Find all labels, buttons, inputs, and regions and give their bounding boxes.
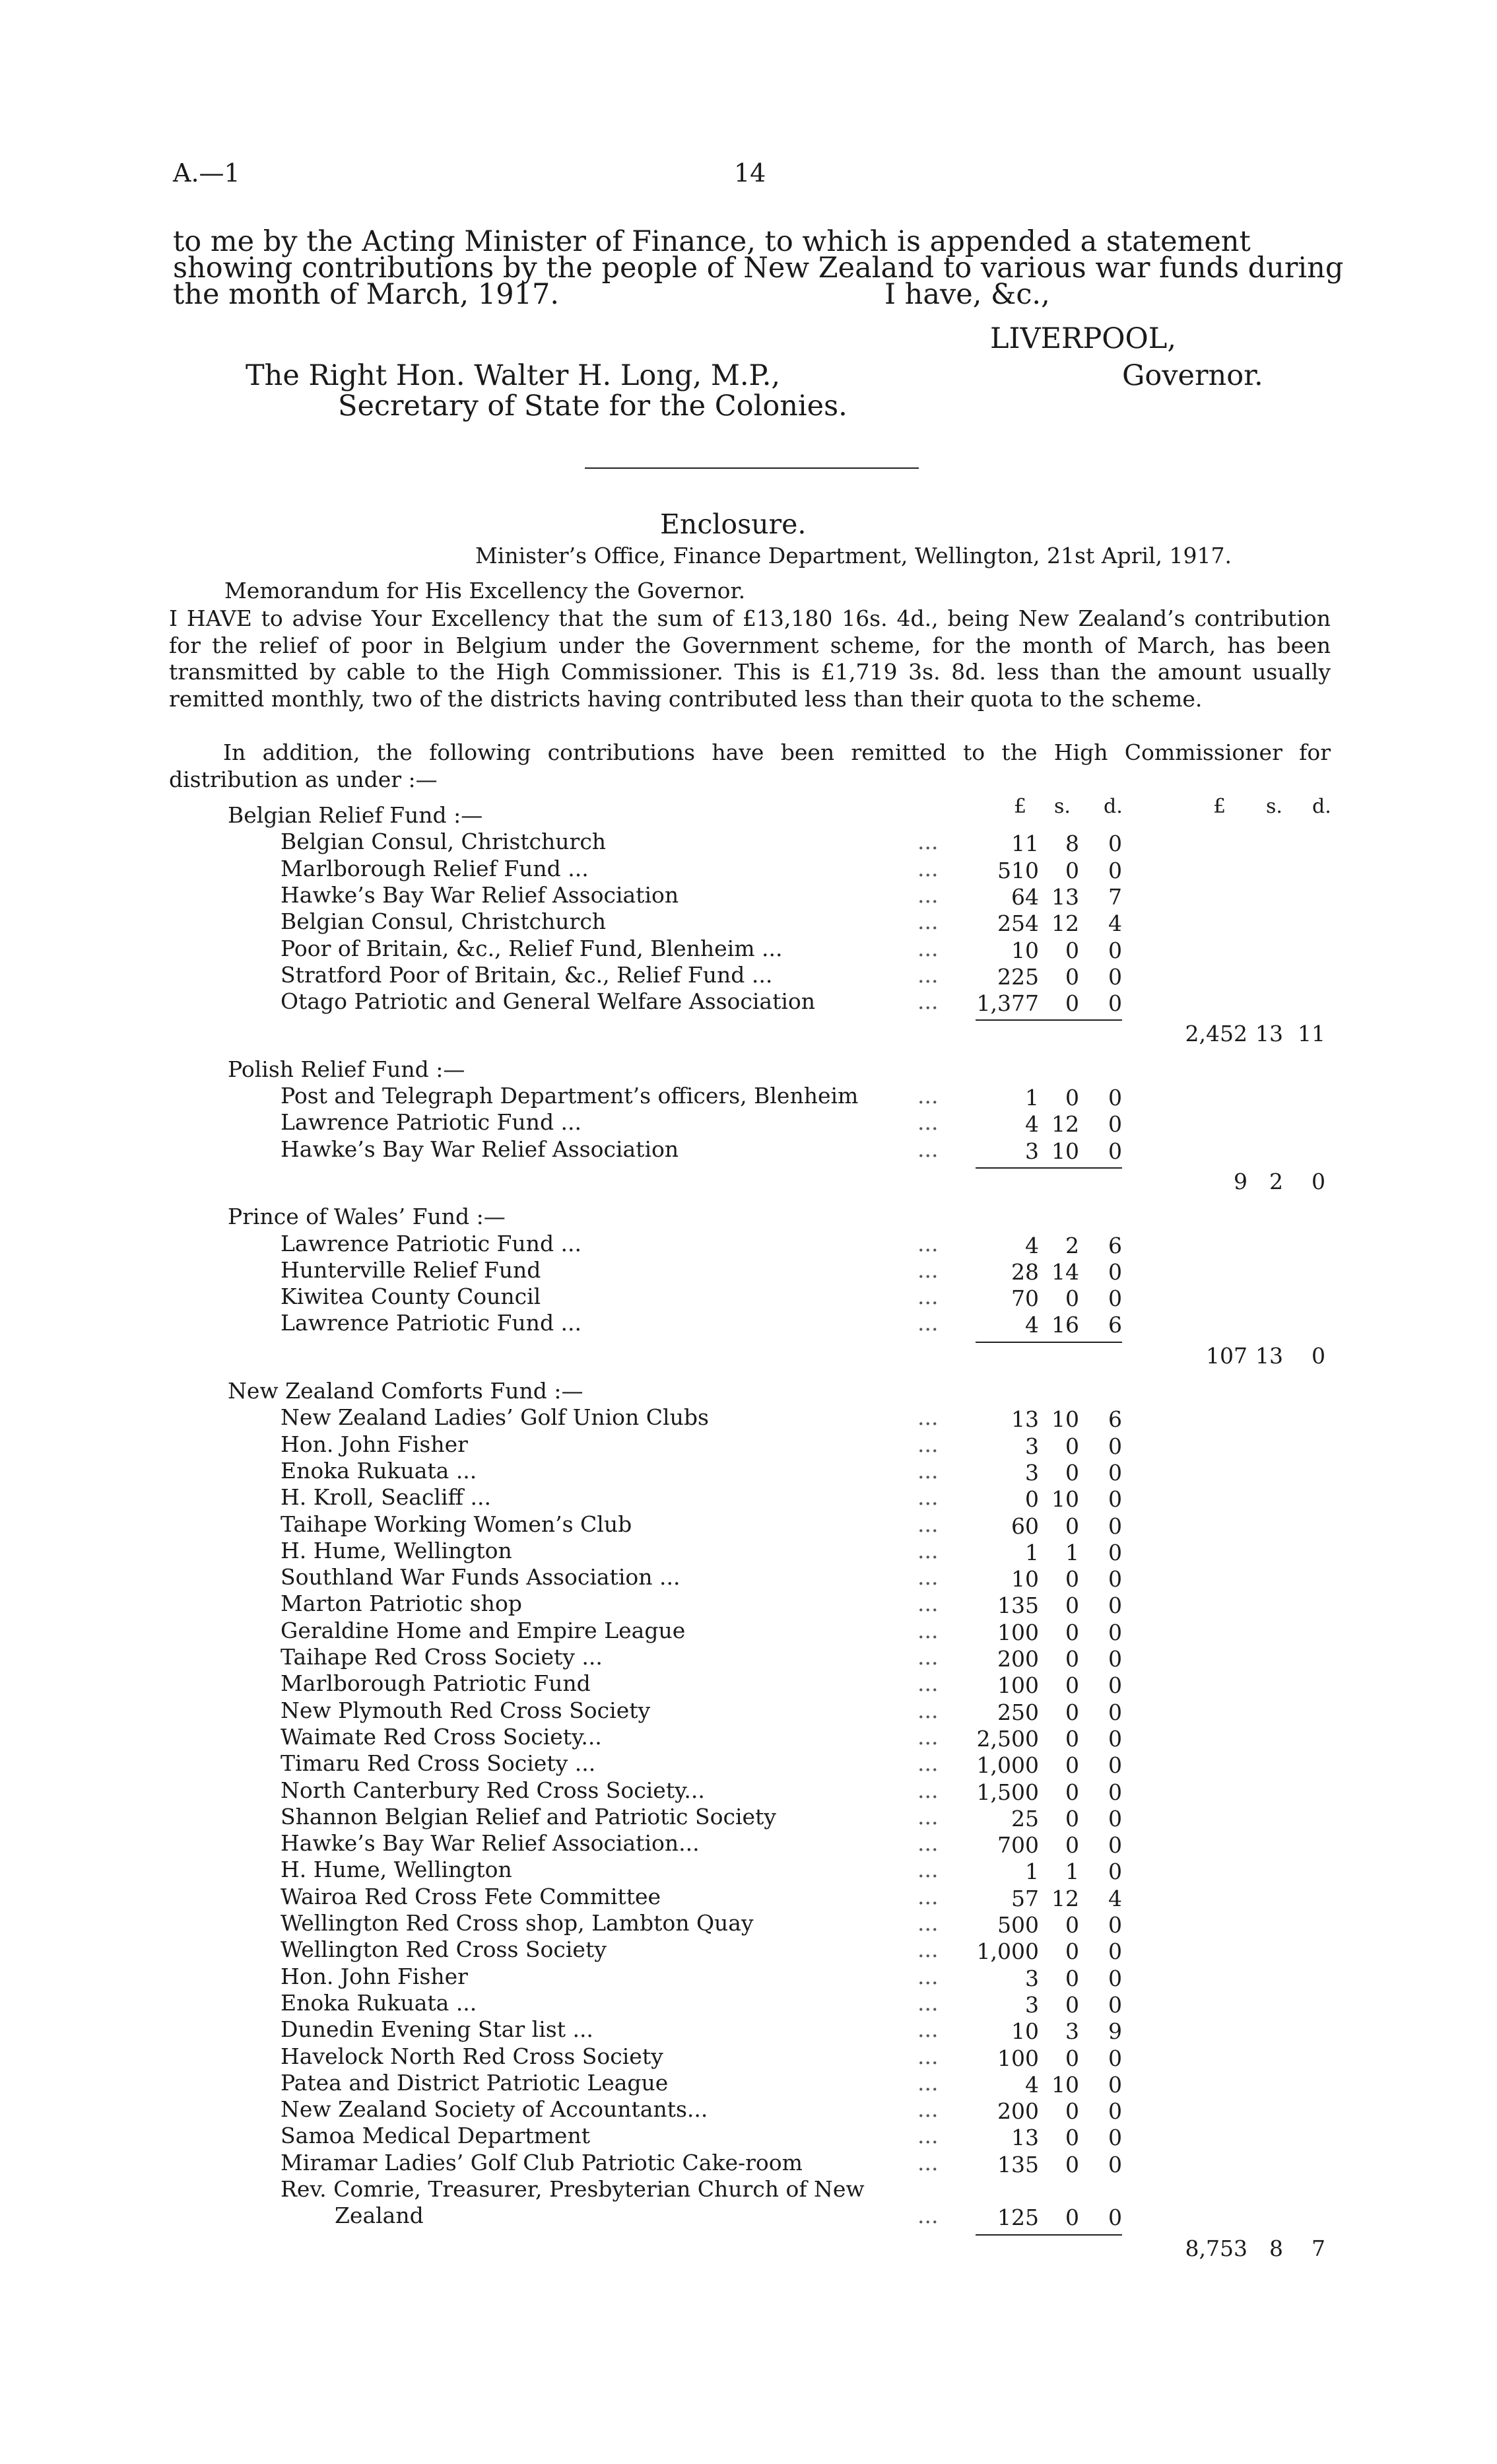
leader-dots: ... <box>917 1511 939 1537</box>
leader-dots: ... <box>917 881 939 908</box>
amount-pounds: 1 <box>1025 1085 1039 1111</box>
contributor-name: North Canterbury Red Cross Society... <box>281 1777 705 1803</box>
amount-pounds: 10 <box>1011 2018 1039 2045</box>
leader-dots: ... <box>917 1857 939 1883</box>
leader-dots: ... <box>917 1670 939 1697</box>
amount-pence: 0 <box>1108 1566 1122 1592</box>
amount-pounds: 100 <box>997 1672 1039 1699</box>
leader-dots: ... <box>917 829 939 855</box>
leader-dots: ... <box>917 1803 939 1830</box>
col-total-pounds-heading: £ <box>1213 795 1226 818</box>
amount-pence: 0 <box>1108 1592 1122 1619</box>
amount-pounds: 25 <box>1011 1805 1039 1831</box>
amount-shillings: 16 <box>1051 1312 1079 1338</box>
amount-pence: 0 <box>1108 1513 1122 1539</box>
amount-pounds: 28 <box>1011 1258 1039 1285</box>
amount-pounds: 10 <box>1011 937 1039 963</box>
amount-pounds: 70 <box>1011 1285 1039 1312</box>
enclosure-dateline: Minister’s Office, Finance Department, Wellington, 21st April, 1917. <box>475 543 1232 568</box>
col-total-shillings-heading: s. <box>1266 795 1282 818</box>
contributor-name: Timaru Red Cross Society ... <box>281 1750 596 1777</box>
col-pence-heading: d. <box>1104 795 1123 818</box>
enclosure-title: Enclosure. <box>660 508 807 540</box>
leader-dots: ... <box>917 1989 939 2016</box>
subtotal-rule <box>976 1342 1122 1343</box>
leader-dots: ... <box>917 1256 939 1283</box>
memo-paragraph-1 <box>169 605 1331 712</box>
amount-shillings: 0 <box>1065 1672 1079 1699</box>
amount-pounds: 100 <box>997 2045 1039 2071</box>
amount-pence: 0 <box>1108 1725 1122 1752</box>
fund-total-pounds: 8,753 <box>1185 2235 1248 2261</box>
amount-pounds: 100 <box>997 1619 1039 1645</box>
leader-dots: ... <box>917 1564 939 1591</box>
leader-dots: ... <box>917 1723 939 1750</box>
contributor-name: Wellington Red Cross Society <box>281 1936 607 1963</box>
contributor-name: Shannon Belgian Relief and Patriotic Society <box>281 1803 776 1830</box>
leader-dots: ... <box>917 2016 939 2043</box>
fund-total-pounds: 2,452 <box>1185 1021 1248 1047</box>
memo-paragraph-2-text: In addition, the following contributions have been remitted to the High Commissioner for distribution as under :— <box>169 739 1331 792</box>
contributor-name: Post and Telegraph Department’s officers, Blenheim <box>281 1083 859 1109</box>
amount-pence: 0 <box>1108 2151 1122 2177</box>
amount-pence: 0 <box>1108 857 1122 883</box>
amount-pence: 0 <box>1108 1138 1122 1164</box>
fund-heading: Prince of Wales’ Fund :— <box>228 1204 506 1230</box>
amount-shillings: 0 <box>1065 1832 1079 1859</box>
leader-dots: ... <box>917 2069 939 2096</box>
section-divider <box>585 467 919 469</box>
amount-pence: 0 <box>1108 1085 1122 1111</box>
amount-pence: 0 <box>1108 1938 1122 1965</box>
leader-dots: ... <box>917 2203 939 2229</box>
amount-pounds: 200 <box>997 2098 1039 2125</box>
leader-dots: ... <box>917 908 939 935</box>
amount-shillings: 0 <box>1065 1725 1079 1752</box>
fund-total-pounds: 9 <box>1234 1168 1248 1194</box>
signature: LIVERPOOL, <box>990 322 1177 355</box>
contributor-name: Wairoa Red Cross Fete Committee <box>281 1883 661 1909</box>
amount-pence: 0 <box>1108 1752 1122 1779</box>
amount-pence: 0 <box>1108 1672 1122 1699</box>
letter-line-1: to me by the Acting Minister of Finance, to which is appended a statement <box>173 225 1251 258</box>
amount-shillings: 8 <box>1065 831 1079 857</box>
leader-dots: ... <box>917 1591 939 1617</box>
amount-shillings: 0 <box>1065 963 1079 990</box>
subtotal-rule <box>976 2234 1122 2236</box>
amount-pounds: 3 <box>1025 1433 1039 1459</box>
amount-pounds: 125 <box>997 2205 1039 2231</box>
amount-pence: 6 <box>1108 1232 1122 1258</box>
leader-dots: ... <box>917 1644 939 1670</box>
amount-pence: 0 <box>1108 990 1122 1017</box>
leader-dots: ... <box>917 961 939 988</box>
amount-pounds: 200 <box>997 1646 1039 1672</box>
amount-pence: 6 <box>1108 1406 1122 1433</box>
amount-shillings: 1 <box>1065 1859 1079 1885</box>
fund-total-shillings: 13 <box>1255 1342 1283 1369</box>
amount-pence: 0 <box>1108 1111 1122 1138</box>
col-shillings-heading: s. <box>1054 795 1071 818</box>
amount-pence: 0 <box>1108 1991 1122 2018</box>
contributor-name: Enoka Rukuata ... <box>281 1989 477 2016</box>
amount-pence: 0 <box>1108 1859 1122 1885</box>
amount-shillings: 0 <box>1065 857 1079 883</box>
amount-pence: 0 <box>1108 2205 1122 2231</box>
memo-heading: Memorandum for His Excellency the Governor. <box>224 578 746 603</box>
contributor-name: Hawke’s Bay War Relief Association... <box>281 1830 700 1857</box>
amount-pence: 0 <box>1108 1433 1122 1459</box>
amount-pence: 0 <box>1108 1912 1122 1938</box>
contributor-name: Waimate Red Cross Society... <box>281 1723 602 1750</box>
fund-total-shillings: 8 <box>1269 2235 1283 2261</box>
amount-pounds: 254 <box>997 910 1039 937</box>
addressee-line-1: The Right Hon. Walter H. Long, M.P., <box>246 359 781 392</box>
fund-total-shillings: 13 <box>1255 1021 1283 1047</box>
contributor-name: Marton Patriotic shop <box>281 1591 522 1617</box>
leader-dots: ... <box>917 2096 939 2123</box>
amount-shillings: 10 <box>1051 1138 1079 1164</box>
contributor-name: Kiwitea County Council <box>281 1283 541 1310</box>
leader-dots: ... <box>917 1083 939 1109</box>
amount-shillings: 0 <box>1065 1646 1079 1672</box>
amount-pence: 0 <box>1108 1832 1122 1859</box>
contributor-name: Hunterville Relief Fund <box>281 1256 541 1283</box>
amount-pence: 0 <box>1108 831 1122 857</box>
fund-total-pounds: 107 <box>1206 1342 1248 1369</box>
amount-pence: 0 <box>1108 2071 1122 2098</box>
amount-pounds: 0 <box>1025 1486 1039 1513</box>
amount-pounds: 10 <box>1011 1566 1039 1592</box>
fund-total-shillings: 2 <box>1269 1168 1283 1194</box>
page-number: 14 <box>734 158 766 188</box>
amount-pounds: 13 <box>1011 2125 1039 2151</box>
contributor-name-cont: Zealand <box>335 2203 424 2229</box>
leader-dots: ... <box>917 1404 939 1431</box>
contributor-name: Belgian Consul, Christchurch <box>281 908 607 935</box>
contributor-name: Dunedin Evening Star list ... <box>281 2016 593 2043</box>
contributor-name: Southland War Funds Association ... <box>281 1564 681 1591</box>
subtotal-rule <box>976 1167 1122 1169</box>
amount-pence: 0 <box>1108 1699 1122 1725</box>
amount-pence: 0 <box>1108 1779 1122 1805</box>
amount-shillings: 0 <box>1065 990 1079 1017</box>
amount-shillings: 0 <box>1065 1285 1079 1312</box>
subtotal-rule <box>976 1019 1122 1021</box>
amount-shillings: 0 <box>1065 1991 1079 2018</box>
amount-pounds: 1 <box>1025 1859 1039 1885</box>
amount-pounds: 250 <box>997 1699 1039 1725</box>
contributor-name: Taihape Working Women’s Club <box>281 1511 632 1537</box>
amount-pence: 0 <box>1108 1805 1122 1831</box>
contributor-name: Marlborough Patriotic Fund <box>281 1670 591 1697</box>
amount-pounds: 135 <box>997 1592 1039 1619</box>
contributor-name: Enoka Rukuata ... <box>281 1457 477 1484</box>
letter-line-2: showing contributions by the people of New Zealand to various war funds during <box>173 252 1344 285</box>
amount-shillings: 0 <box>1065 1459 1079 1486</box>
amount-shillings: 0 <box>1065 2125 1079 2151</box>
amount-shillings: 0 <box>1065 1805 1079 1831</box>
contributor-name: Poor of Britain, &c., Relief Fund, Blenheim ... <box>281 935 783 961</box>
amount-shillings: 0 <box>1065 1752 1079 1779</box>
fund-heading: New Zealand Comforts Fund :— <box>228 1378 583 1404</box>
amount-shillings: 0 <box>1065 1592 1079 1619</box>
amount-pounds: 60 <box>1011 1513 1039 1539</box>
amount-pence: 0 <box>1108 2098 1122 2125</box>
amount-pence: 0 <box>1108 937 1122 963</box>
leader-dots: ... <box>917 1484 939 1511</box>
amount-shillings: 10 <box>1051 2071 1079 2098</box>
col-pounds-heading: £ <box>1014 795 1027 818</box>
amount-shillings: 10 <box>1051 1486 1079 1513</box>
contributor-name: Lawrence Patriotic Fund ... <box>281 1109 582 1136</box>
amount-shillings: 0 <box>1065 1965 1079 1991</box>
contributor-name: Taihape Red Cross Society ... <box>281 1644 603 1670</box>
amount-shillings: 14 <box>1051 1258 1079 1285</box>
amount-pounds: 4 <box>1025 1312 1039 1338</box>
amount-shillings: 0 <box>1065 1779 1079 1805</box>
amount-pence: 0 <box>1108 1619 1122 1645</box>
amount-pence: 0 <box>1108 1258 1122 1285</box>
amount-shillings: 10 <box>1051 1406 1079 1433</box>
amount-shillings: 0 <box>1065 937 1079 963</box>
amount-pence: 9 <box>1108 2018 1122 2045</box>
amount-pounds: 1,000 <box>976 1938 1039 1965</box>
contributor-name: New Zealand Society of Accountants... <box>281 2096 708 2123</box>
memo-paragraph-1-text: I HAVE to advise Your Excellency that the sum of £13,180 16s. 4d., being New Zealand’s contribution for the relief of poor in Belgium under the Government scheme, for the month of March, has been transmitted by cable to the High Commissioner. This is £1,719 3s. 8d. less than the amount usually remitted monthly, two of the districts having contributed less than their quota to the scheme. <box>169 605 1331 712</box>
contributor-name: Havelock North Red Cross Society <box>281 2043 663 2069</box>
amount-pence: 0 <box>1108 1459 1122 1486</box>
amount-pence: 0 <box>1108 1539 1122 1565</box>
leader-dots: ... <box>917 1457 939 1484</box>
contributor-name: H. Kroll, Seacliff ... <box>281 1484 491 1511</box>
leader-dots: ... <box>917 2149 939 2175</box>
leader-dots: ... <box>917 1883 939 1909</box>
amount-shillings: 0 <box>1065 1085 1079 1111</box>
amount-pounds: 1,000 <box>976 1752 1039 1779</box>
amount-pounds: 700 <box>997 1832 1039 1859</box>
leader-dots: ... <box>917 1697 939 1723</box>
amount-pounds: 4 <box>1025 2071 1039 2098</box>
leader-dots: ... <box>917 1777 939 1803</box>
amount-pounds: 510 <box>997 857 1039 883</box>
contributor-name: Hon. John Fisher <box>281 1963 468 1989</box>
contributor-name: Hawke’s Bay War Relief Association <box>281 881 679 908</box>
amount-shillings: 0 <box>1065 1699 1079 1725</box>
amount-pence: 0 <box>1108 963 1122 990</box>
amount-pounds: 3 <box>1025 1459 1039 1486</box>
leader-dots: ... <box>917 1283 939 1310</box>
contributor-name: Hawke’s Bay War Relief Association <box>281 1136 679 1162</box>
leader-dots: ... <box>917 855 939 881</box>
contributor-name: Samoa Medical Department <box>281 2123 590 2149</box>
amount-pounds: 3 <box>1025 1138 1039 1164</box>
leader-dots: ... <box>917 1617 939 1643</box>
amount-pounds: 500 <box>997 1912 1039 1938</box>
contributor-name: Rev. Comrie, Treasurer, Presbyterian Church of New <box>281 2176 865 2202</box>
leader-dots: ... <box>917 988 939 1015</box>
signature-title: Governor. <box>1122 359 1263 392</box>
contributor-name: Miramar Ladies’ Golf Club Patriotic Cake-room <box>281 2149 803 2175</box>
amount-pence: 0 <box>1108 2045 1122 2071</box>
col-total-pence-heading: d. <box>1312 795 1331 818</box>
letter-line-3: the month of March, 1917. <box>173 278 559 311</box>
amount-shillings: 0 <box>1065 1513 1079 1539</box>
fund-heading: Polish Relief Fund :— <box>228 1056 465 1082</box>
amount-shillings: 0 <box>1065 2205 1079 2231</box>
amount-pence: 0 <box>1108 1285 1122 1312</box>
leader-dots: ... <box>917 1537 939 1563</box>
leader-dots: ... <box>917 1830 939 1857</box>
fund-total-pence: 11 <box>1298 1021 1325 1047</box>
amount-pence: 0 <box>1108 1486 1122 1513</box>
amount-shillings: 0 <box>1065 1912 1079 1938</box>
amount-pence: 6 <box>1108 1312 1122 1338</box>
contributor-name: Marlborough Relief Fund ... <box>281 855 589 881</box>
contributor-name: H. Hume, Wellington <box>281 1537 512 1563</box>
fund-total-pence: 7 <box>1312 2235 1325 2261</box>
addressee-line-2: Secretary of State for the Colonies. <box>338 390 848 423</box>
amount-pence: 7 <box>1108 883 1122 910</box>
fund-total-pence: 0 <box>1312 1168 1325 1194</box>
amount-shillings: 12 <box>1051 1885 1079 1911</box>
amount-shillings: 0 <box>1065 1938 1079 1965</box>
contributor-name: Belgian Consul, Christchurch <box>281 829 607 855</box>
amount-shillings: 12 <box>1051 910 1079 937</box>
leader-dots: ... <box>917 2043 939 2069</box>
amount-pounds: 135 <box>997 2151 1039 2177</box>
letter-closing: I have, &c., <box>884 278 1050 311</box>
leader-dots: ... <box>917 1310 939 1336</box>
contributor-name: New Plymouth Red Cross Society <box>281 1697 651 1723</box>
amount-pounds: 3 <box>1025 1991 1039 2018</box>
contributor-name: Patea and District Patriotic League <box>281 2069 669 2096</box>
amount-pence: 4 <box>1108 1885 1122 1911</box>
leader-dots: ... <box>917 1910 939 1936</box>
amount-pounds: 4 <box>1025 1111 1039 1138</box>
contributor-name: Lawrence Patriotic Fund ... <box>281 1230 582 1256</box>
amount-pounds: 1,500 <box>976 1779 1039 1805</box>
leader-dots: ... <box>917 1230 939 1256</box>
amount-shillings: 13 <box>1051 883 1079 910</box>
amount-shillings: 0 <box>1065 1619 1079 1645</box>
leader-dots: ... <box>917 1109 939 1136</box>
amount-pounds: 2,500 <box>976 1725 1039 1752</box>
leader-dots: ... <box>917 1136 939 1162</box>
amount-pence: 0 <box>1108 2125 1122 2151</box>
leader-dots: ... <box>917 1431 939 1457</box>
amount-pounds: 64 <box>1011 883 1039 910</box>
contributor-name: H. Hume, Wellington <box>281 1857 512 1883</box>
contributor-name: Geraldine Home and Empire League <box>281 1617 686 1643</box>
amount-shillings: 12 <box>1051 1111 1079 1138</box>
amount-shillings: 0 <box>1065 2151 1079 2177</box>
amount-shillings: 0 <box>1065 1566 1079 1592</box>
contributor-name: Hon. John Fisher <box>281 1431 468 1457</box>
amount-shillings: 0 <box>1065 1433 1079 1459</box>
amount-pence: 0 <box>1108 1646 1122 1672</box>
amount-shillings: 3 <box>1065 2018 1079 2045</box>
contributor-name: New Zealand Ladies’ Golf Union Clubs <box>281 1404 709 1431</box>
amount-shillings: 0 <box>1065 2045 1079 2071</box>
amount-shillings: 0 <box>1065 2098 1079 2125</box>
contributor-name: Otago Patriotic and General Welfare Association <box>281 988 816 1015</box>
amount-pounds: 57 <box>1011 1885 1039 1911</box>
amount-pounds: 1 <box>1025 1539 1039 1565</box>
fund-heading: Belgian Relief Fund :— <box>228 802 483 828</box>
leader-dots: ... <box>917 935 939 961</box>
amount-pence: 0 <box>1108 1965 1122 1991</box>
fund-total-pence: 0 <box>1312 1342 1325 1369</box>
contributor-name: Lawrence Patriotic Fund ... <box>281 1310 582 1336</box>
contributor-name: Wellington Red Cross shop, Lambton Quay <box>281 1910 754 1936</box>
memo-paragraph-2 <box>169 739 1331 793</box>
leader-dots: ... <box>917 2123 939 2149</box>
contributor-name: Stratford Poor of Britain, &c., Relief Fund ... <box>281 961 773 988</box>
amount-pounds: 3 <box>1025 1965 1039 1991</box>
amount-pence: 4 <box>1108 910 1122 937</box>
leader-dots: ... <box>917 1750 939 1777</box>
leader-dots: ... <box>917 1936 939 1963</box>
amount-pounds: 1,377 <box>976 990 1039 1017</box>
amount-shillings: 2 <box>1065 1232 1079 1258</box>
leader-dots: ... <box>917 1963 939 1989</box>
amount-pounds: 4 <box>1025 1232 1039 1258</box>
amount-pounds: 13 <box>1011 1406 1039 1433</box>
amount-pounds: 11 <box>1011 831 1039 857</box>
amount-pounds: 225 <box>997 963 1039 990</box>
amount-shillings: 1 <box>1065 1539 1079 1565</box>
document-code: A.—1 <box>173 158 240 188</box>
